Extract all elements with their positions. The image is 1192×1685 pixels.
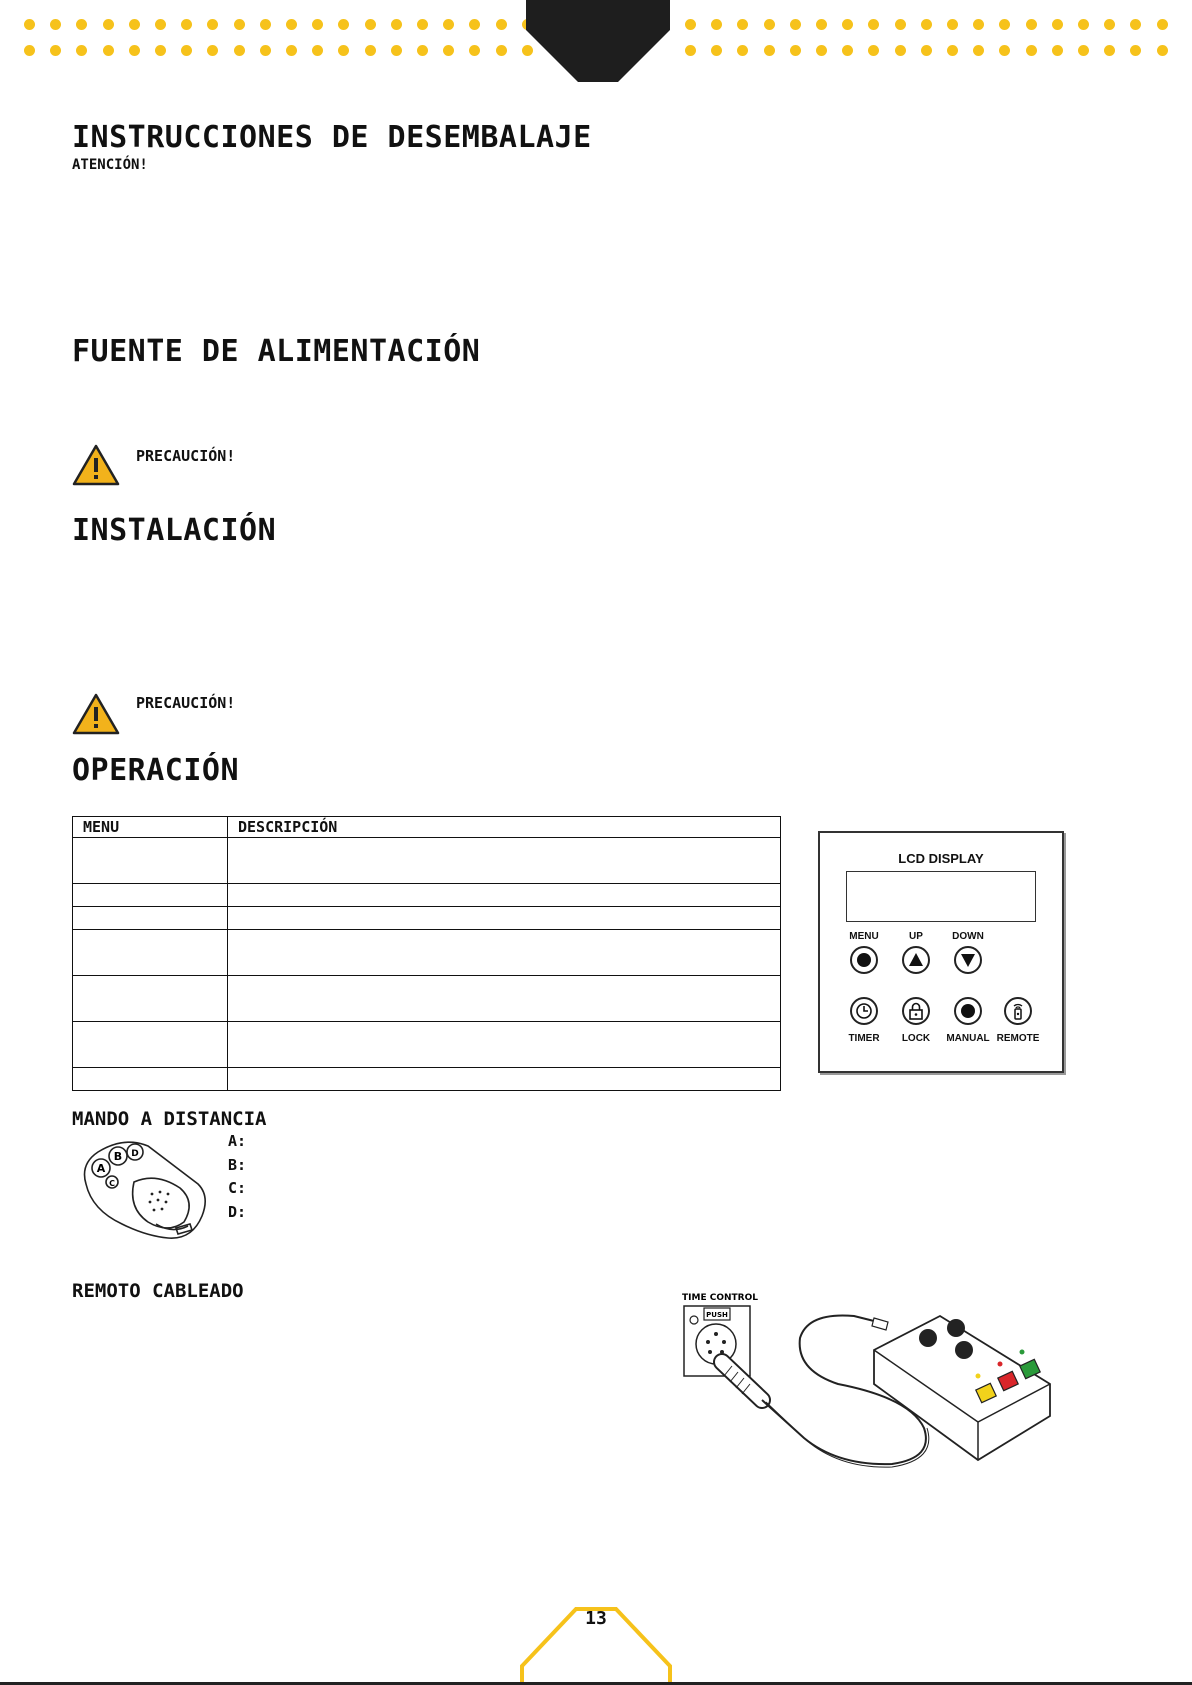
header-dot bbox=[312, 45, 323, 56]
header-dot bbox=[286, 45, 297, 56]
header-dot bbox=[1157, 19, 1168, 30]
remote-key-c: C: bbox=[228, 1179, 247, 1197]
header-dot bbox=[1052, 19, 1063, 30]
caution-label: PRECAUCIÓN! bbox=[136, 694, 236, 712]
header-dot bbox=[496, 19, 507, 30]
header-dot bbox=[76, 45, 87, 56]
header-dot bbox=[103, 45, 114, 56]
header-dot bbox=[76, 19, 87, 30]
header-dot bbox=[365, 45, 376, 56]
header-dot bbox=[207, 19, 218, 30]
lcd-label-up: UP bbox=[909, 931, 923, 942]
lcd-label-timer: TIMER bbox=[848, 1033, 880, 1044]
clock-icon bbox=[852, 999, 876, 1023]
header-dot bbox=[469, 19, 480, 30]
fob-key-b: B bbox=[113, 1150, 123, 1163]
lcd-screen bbox=[846, 871, 1036, 922]
remote-fob-image bbox=[76, 1134, 212, 1244]
header-dot bbox=[868, 19, 879, 30]
header-dot bbox=[1157, 45, 1168, 56]
table-row bbox=[73, 976, 781, 1022]
header-dot bbox=[1026, 19, 1037, 30]
header-dot bbox=[1078, 19, 1089, 30]
header-dot bbox=[365, 19, 376, 30]
header-dot bbox=[391, 45, 402, 56]
header-dot bbox=[921, 45, 932, 56]
header-dot bbox=[816, 45, 827, 56]
remote-key-list bbox=[228, 1130, 246, 1224]
header-dot bbox=[1078, 45, 1089, 56]
header-dot bbox=[129, 19, 140, 30]
header-dot bbox=[338, 19, 349, 30]
header-dot bbox=[1052, 45, 1063, 56]
wired-remote-image bbox=[678, 1288, 1054, 1476]
table-row bbox=[73, 1068, 781, 1091]
header-dot bbox=[999, 19, 1010, 30]
header-dot bbox=[999, 45, 1010, 56]
section-title-wired-remote: REMOTO CABLEADO bbox=[72, 1280, 244, 1302]
table-row bbox=[73, 1022, 781, 1068]
table-row bbox=[73, 930, 781, 976]
header-dot bbox=[764, 45, 775, 56]
header-dots-left bbox=[0, 0, 520, 70]
table-row bbox=[73, 907, 781, 930]
push-label: PUSH bbox=[706, 1311, 728, 1319]
table-row bbox=[73, 884, 781, 907]
header-dot bbox=[24, 19, 35, 30]
header-dot bbox=[1104, 45, 1115, 56]
header-dot bbox=[260, 19, 271, 30]
header-dot bbox=[711, 19, 722, 30]
header-dots-right bbox=[680, 0, 1192, 70]
header-dot bbox=[391, 19, 402, 30]
lcd-label-lock: LOCK bbox=[901, 1033, 931, 1044]
manual-button bbox=[954, 997, 982, 1025]
header-dot bbox=[50, 19, 61, 30]
header-notch bbox=[526, 0, 670, 82]
lcd-label-menu: MENU bbox=[849, 931, 879, 942]
lcd-panel-title: LCD DISPLAY bbox=[898, 851, 984, 866]
section-title-unpacking: INSTRUCCIONES DE DESEMBALAJE bbox=[72, 120, 592, 155]
header-dot bbox=[947, 45, 958, 56]
header-dot bbox=[234, 19, 245, 30]
remote-icon bbox=[1006, 999, 1030, 1023]
table-row bbox=[73, 838, 781, 884]
header-dot bbox=[973, 45, 984, 56]
timer-button bbox=[850, 997, 878, 1025]
header-dot bbox=[816, 19, 827, 30]
header-dot bbox=[921, 19, 932, 30]
section-title-remote: MANDO A DISTANCIA bbox=[72, 1108, 267, 1130]
header-dot bbox=[895, 45, 906, 56]
header-dot bbox=[181, 19, 192, 30]
header-dot bbox=[50, 45, 61, 56]
header-dot bbox=[1130, 19, 1141, 30]
header-dot bbox=[181, 45, 192, 56]
header-dot bbox=[155, 19, 166, 30]
filled-circle-icon bbox=[956, 999, 980, 1023]
header-dot bbox=[685, 45, 696, 56]
header-dot bbox=[338, 45, 349, 56]
menu-table bbox=[72, 816, 781, 1091]
section-title-installation: INSTALACIÓN bbox=[72, 513, 277, 548]
header-dot bbox=[469, 45, 480, 56]
fob-key-c: C bbox=[109, 1179, 115, 1188]
warning-icon bbox=[72, 444, 120, 486]
connector-label: TIME CONTROL bbox=[682, 1293, 758, 1303]
down-button bbox=[954, 946, 982, 974]
remote-button bbox=[1004, 997, 1032, 1025]
table-header-menu: MENU bbox=[73, 817, 228, 838]
header-dot bbox=[496, 45, 507, 56]
table-header-description: DESCRIPCIÓN bbox=[228, 817, 781, 838]
header-dot bbox=[24, 45, 35, 56]
header-dot bbox=[312, 19, 323, 30]
header-dot bbox=[790, 45, 801, 56]
header-dot bbox=[207, 45, 218, 56]
header-dot bbox=[417, 45, 428, 56]
up-button bbox=[902, 946, 930, 974]
header-dot bbox=[286, 19, 297, 30]
header-dot bbox=[443, 19, 454, 30]
header-dot bbox=[129, 45, 140, 56]
fob-key-a: A bbox=[96, 1162, 106, 1175]
header-dot bbox=[260, 45, 271, 56]
lock-button bbox=[902, 997, 930, 1025]
triangle-down-icon bbox=[956, 948, 980, 972]
lcd-label-remote: REMOTE bbox=[996, 1033, 1040, 1044]
header-dot bbox=[737, 45, 748, 56]
header-dot bbox=[1026, 45, 1037, 56]
remote-key-a: A: bbox=[228, 1132, 247, 1150]
header-dot bbox=[234, 45, 245, 56]
header-dot bbox=[764, 19, 775, 30]
header-dot bbox=[973, 19, 984, 30]
section-title-power: FUENTE DE ALIMENTACIÓN bbox=[72, 334, 481, 369]
attention-label: ATENCIÓN! bbox=[72, 157, 148, 173]
menu-button bbox=[850, 946, 878, 974]
header-dot bbox=[443, 45, 454, 56]
section-title-operation: OPERACIÓN bbox=[72, 753, 240, 788]
caution-label: PRECAUCIÓN! bbox=[136, 447, 236, 465]
remote-key-d: D: bbox=[228, 1202, 247, 1221]
header-dot bbox=[895, 19, 906, 30]
header-dot bbox=[947, 19, 958, 30]
header-dot bbox=[842, 19, 853, 30]
remote-key-b: B: bbox=[228, 1155, 247, 1174]
triangle-up-icon bbox=[904, 948, 928, 972]
table-header-row bbox=[73, 817, 781, 838]
lcd-label-down: DOWN bbox=[952, 931, 984, 942]
lcd-control-panel bbox=[818, 831, 1064, 1073]
header-dot bbox=[155, 45, 166, 56]
header-dot bbox=[1130, 45, 1141, 56]
header-dot bbox=[685, 19, 696, 30]
header-dot bbox=[868, 45, 879, 56]
header-dot bbox=[842, 45, 853, 56]
warning-icon bbox=[72, 693, 120, 735]
header-dot bbox=[737, 19, 748, 30]
filled-circle-icon bbox=[852, 948, 876, 972]
header-dot bbox=[790, 19, 801, 30]
header-dot bbox=[711, 45, 722, 56]
header-dot bbox=[417, 19, 428, 30]
lock-icon bbox=[904, 999, 928, 1023]
page-number: 13 bbox=[585, 1608, 607, 1629]
header-dot bbox=[103, 19, 114, 30]
lcd-label-manual: MANUAL bbox=[946, 1033, 990, 1044]
fob-key-d: D bbox=[131, 1149, 139, 1159]
header-dot bbox=[1104, 19, 1115, 30]
